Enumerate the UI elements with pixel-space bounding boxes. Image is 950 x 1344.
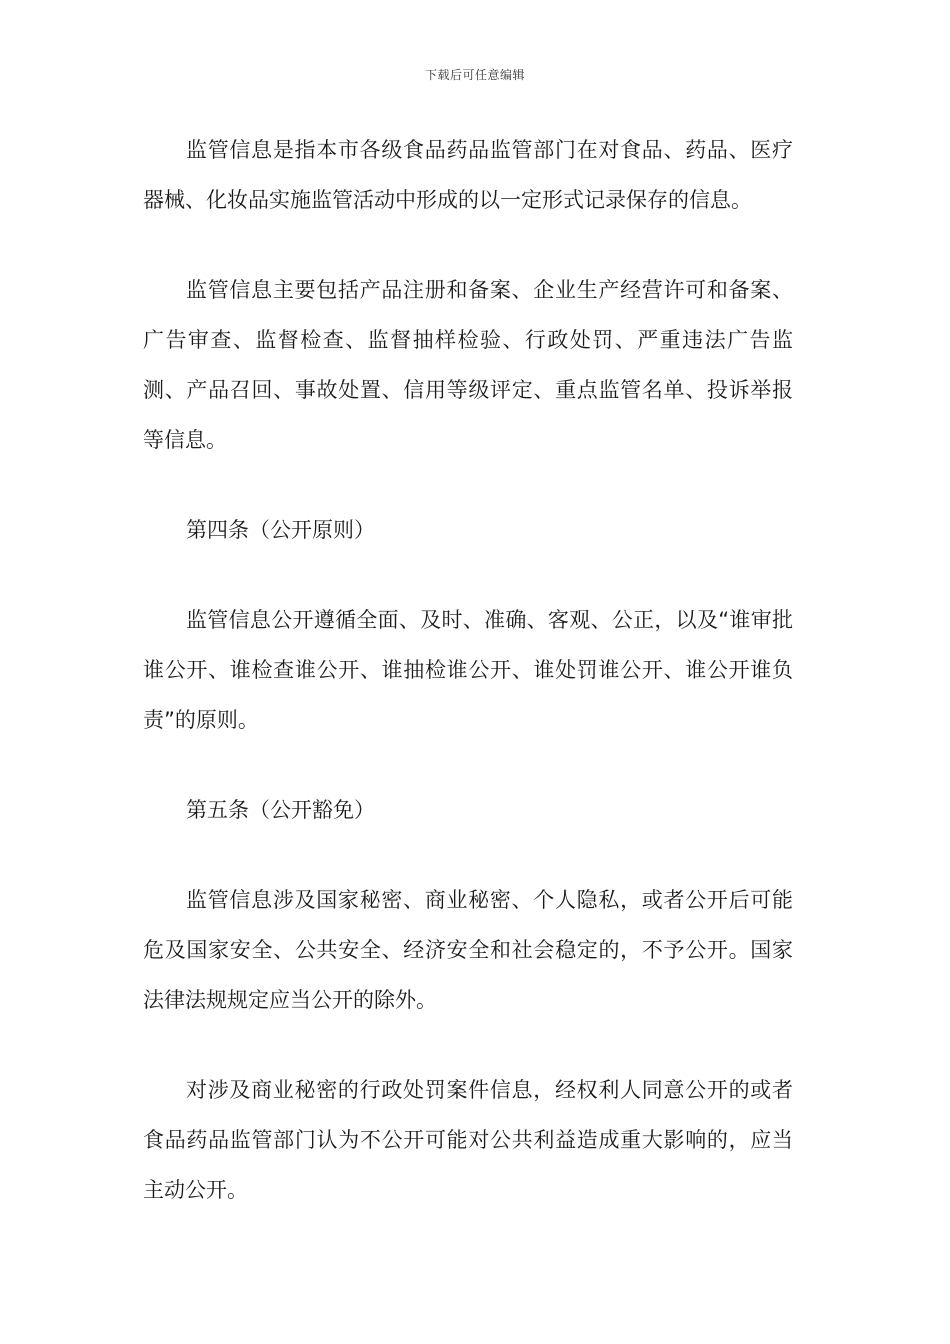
paragraph-gap [143, 745, 793, 785]
paragraph-exemptions: 监管信息涉及国家秘密、商业秘密、个人隐私，或者公开后可能危及国家安全、公共安全、经济安全和社会稳定的，不予公开。国家法律法规规定应当公开的除外。 [143, 888, 793, 1012]
paragraph-gap [143, 1025, 793, 1065]
document-body [143, 125, 793, 1215]
paragraph-gap [143, 835, 793, 875]
paragraph-gap [143, 225, 793, 265]
article-four-heading: 第四条（公开原则） [186, 518, 375, 542]
paragraph-definition: 监管信息是指本市各级食品药品监管部门在对食品、药品、医疗器械、化妆品实施监管活动中形成的以一定形式记录保存的信息。 [143, 138, 793, 212]
article-five-heading: 第五条（公开豁免） [186, 798, 375, 822]
paragraph-gap [143, 465, 793, 505]
paragraph-trade-secrets: 对涉及商业秘密的行政处罚案件信息，经权利人同意公开的或者食品药品监管部门认为不公开可能对公共利益造成重大影响的，应当主动公开。 [143, 1078, 793, 1202]
paragraph-gap [143, 555, 793, 595]
paragraph-scope: 监管信息主要包括产品注册和备案、企业生产经营许可和备案、广告审查、监督检查、监督抽样检验、行政处罚、严重违法广告监测、产品召回、事故处置、信用等级评定、重点监管名单、投诉举报等信息。 [143, 278, 793, 452]
header-note: 下载后可任意编辑 [424, 68, 525, 82]
paragraph-principles: 监管信息公开遵循全面、及时、准确、客观、公正，以及“谁审批谁公开、谁检查谁公开、谁抽检谁公开、谁处罚谁公开、谁公开谁负责”的原则。 [143, 608, 793, 732]
